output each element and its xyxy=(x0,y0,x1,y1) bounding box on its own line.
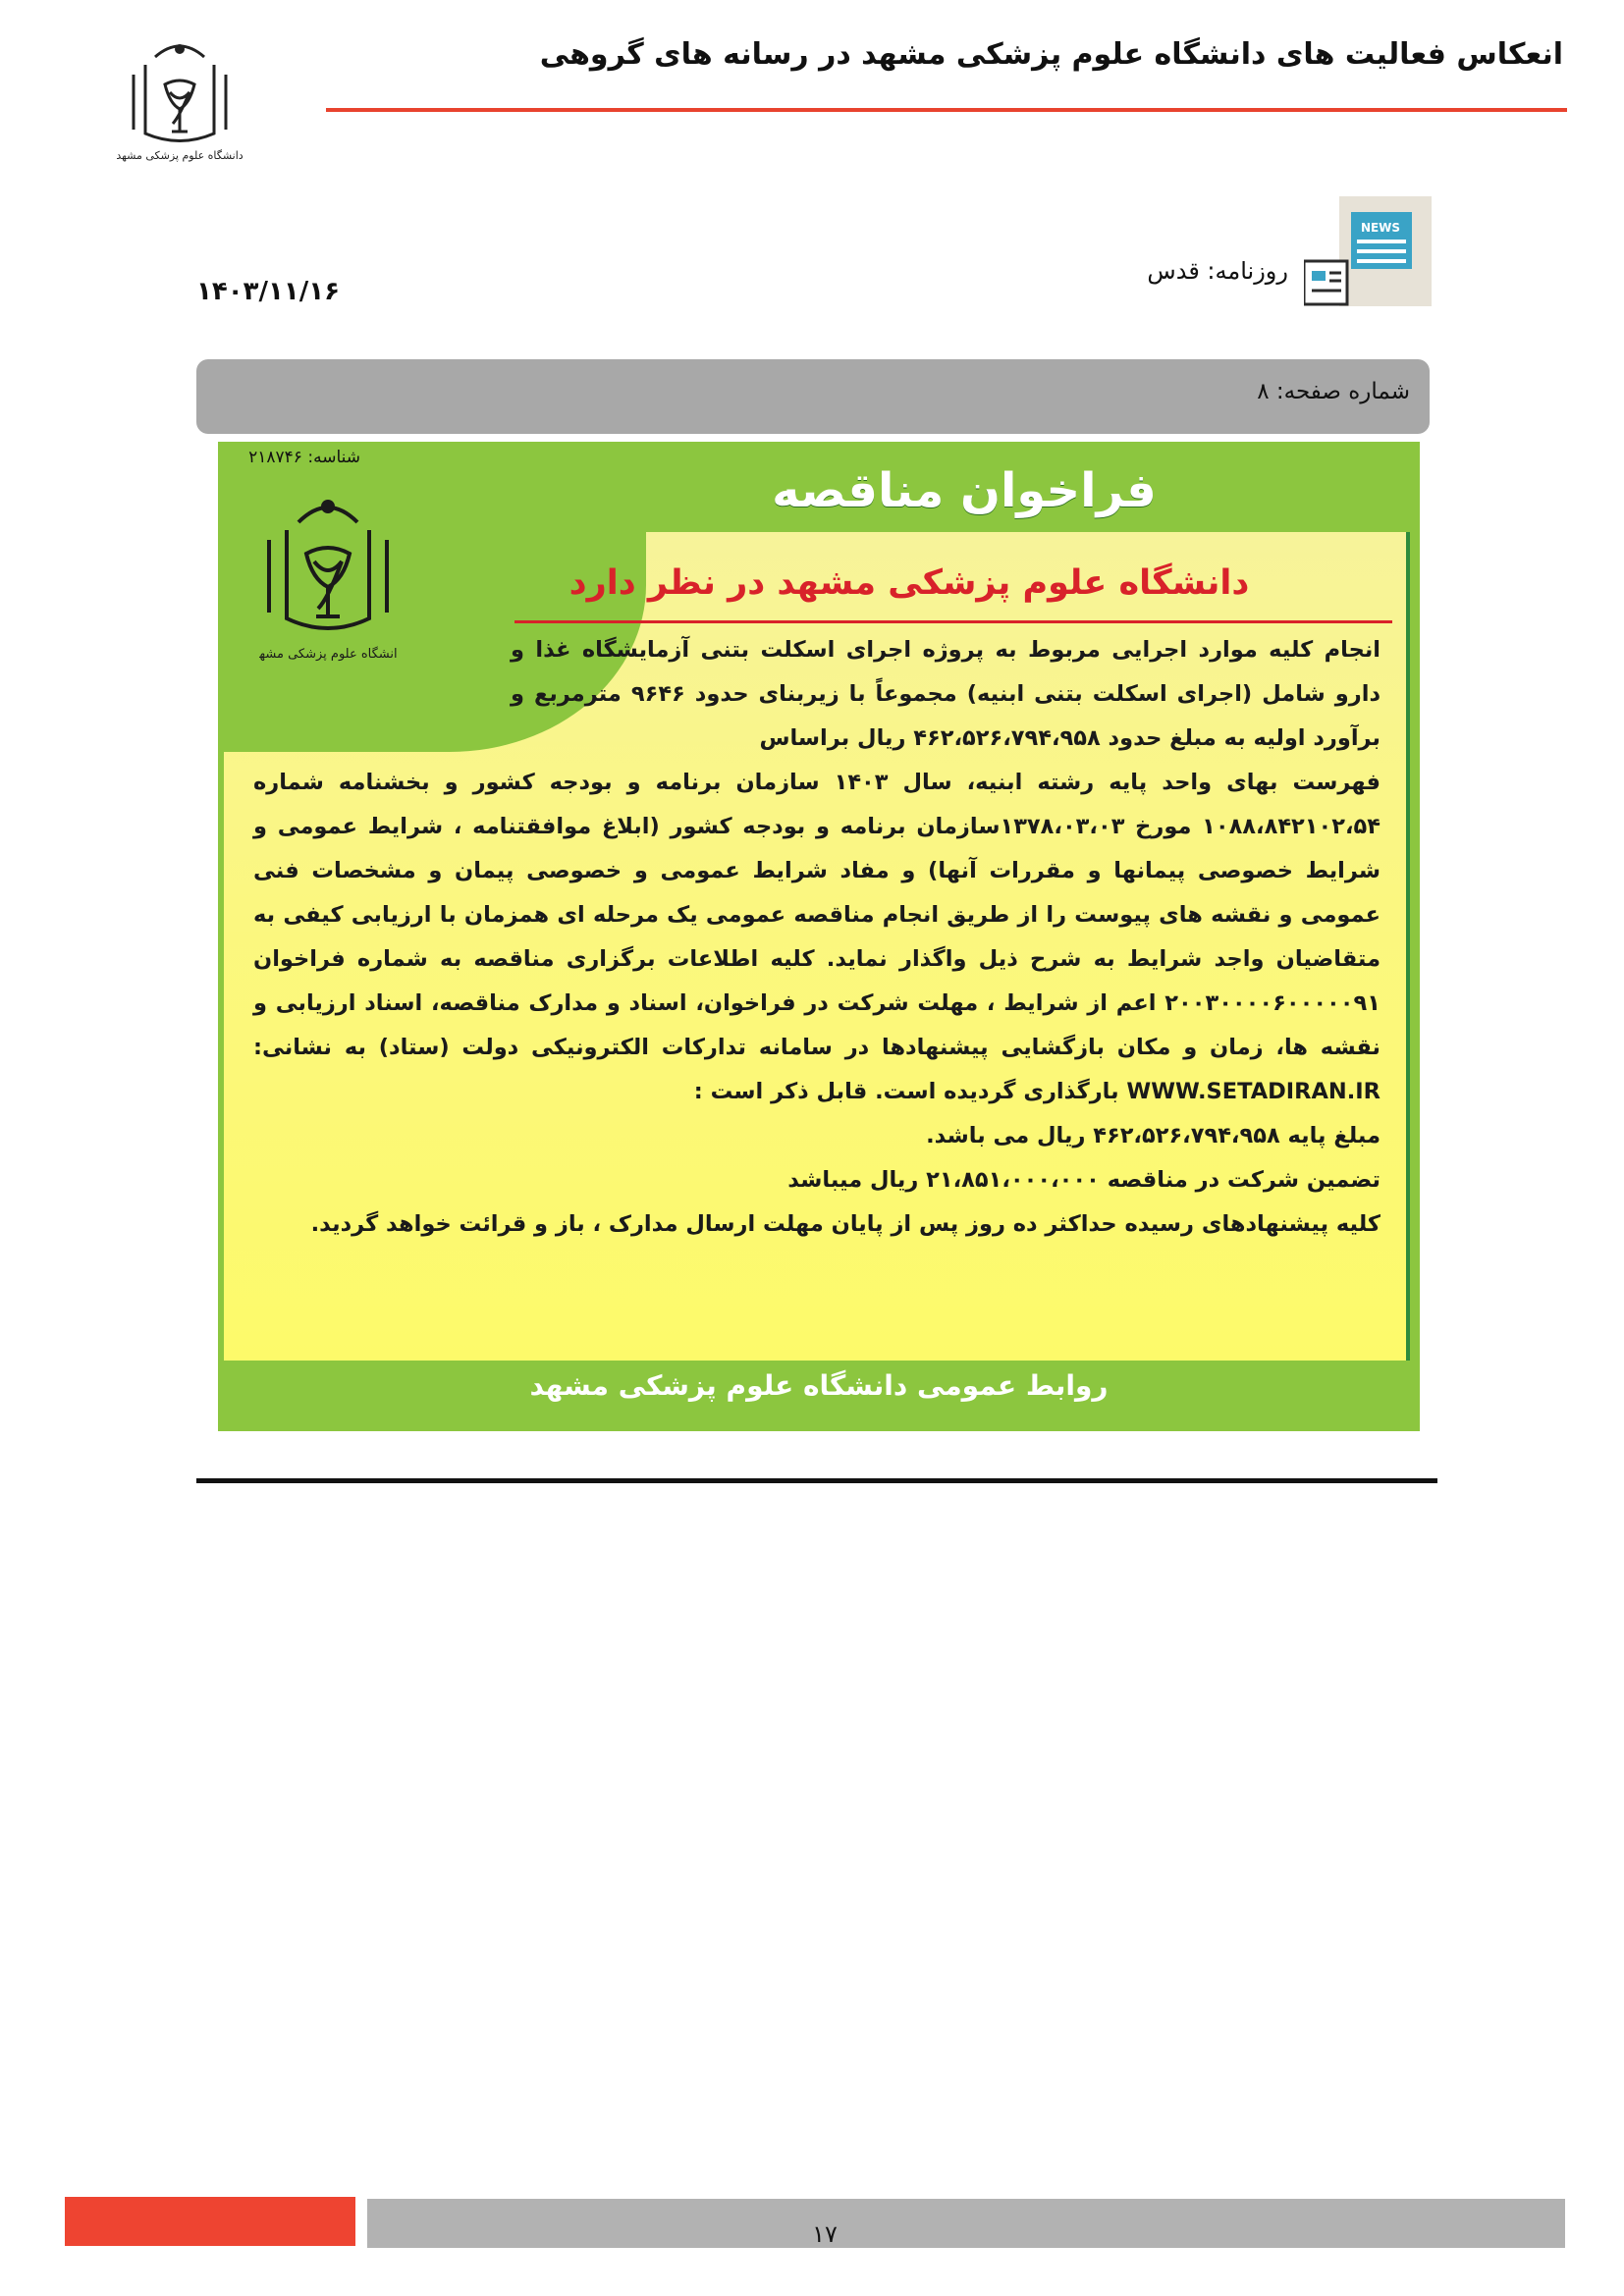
ad-title: فراخوان مناقصه xyxy=(772,463,1157,518)
footer-bar xyxy=(367,2199,1565,2248)
ad-guarantee: تضمین شرکت در مناقصه ۲۱،۸۵۱،۰۰۰،۰۰۰ ریال میباشد xyxy=(787,1167,1380,1193)
header-divider xyxy=(326,108,1567,112)
tender-advertisement xyxy=(218,442,1420,1431)
page-number-bar xyxy=(196,359,1430,434)
ad-subtitle: دانشگاه علوم پزشکی مشهد در نظر دارد xyxy=(568,563,1250,603)
ad-body-main xyxy=(253,761,1380,1202)
university-emblem-icon xyxy=(259,481,397,667)
content-bottom-divider xyxy=(196,1478,1437,1483)
page-number-label: شماره صفحه: ۸ xyxy=(1257,379,1410,404)
publication-date: ۱۴۰۳/۱۱/۱۶ xyxy=(196,277,340,306)
ad-notice: کلیه پیشنهادهای رسیده حداکثر ده روز پس از پایان مهلت ارسال مدارک ، باز و قرائت خواهد گردید. xyxy=(310,1211,1380,1237)
footer-page-number: ۱۷ xyxy=(812,2220,838,2248)
ad-base-amount: مبلغ پایه ۴۶۲،۵۲۶،۷۹۴،۹۵۸ ریال می باشد. xyxy=(926,1123,1380,1148)
ad-id: شناسه: ۲۱۸۷۴۶ xyxy=(248,448,360,467)
newspaper-icon xyxy=(1304,196,1432,306)
ad-body-text: فهرست بهای واحد پایه رشته ابنیه، سال ۱۴۰۳ سازمان برنامه و بودجه کشور و بخشنامه شماره ۱۰۸۸،۸۴۲۱۰۲،۵۴ مورخ ۱۳۷۸،۰۳،۰۳سازمان برنامه و بودجه کشور (ابلاغ موافقتنامه ، شرایط عمومی و شرایط خصوصی پیمانها و مقررات آنها) و مفاد شرایط عمومی و خصوصی پیمان و مشخصات فنی عمومی و نقشه های پیوست را از طریق انجام مناقصه عمومی یک مرحله ای همزمان با ارزیابی کیفی به متقاضیان واجد شرایط به شرح ذیل واگذار نماید. کلیه اطلاعات برگزاری مناقصه به شماره فراخوان ۲۰۰۳۰۰۰۰۶۰۰۰۰۰۹۱ اعم از شرایط ، مهلت شرکت در فراخوان، اسناد و مدارک مناقصه، اسناد ارزیابی و نقشه ها، زمان و مکان بازگشایی پیشنهادها در سامانه تدارکات الکترونیکی دولت (ستاد) به نشانی: WWW.SETADIRAN.IR بارگذاری گردیده است. قابل ذکر است : xyxy=(253,770,1380,1104)
page-title: انعکاس فعالیت های دانشگاه علوم پزشکی مشهد در رسانه های گروهی xyxy=(539,37,1563,72)
ad-subtitle-underline xyxy=(514,620,1392,623)
university-logo-text: دانشگاه علوم پزشکی مشهد xyxy=(116,149,244,162)
newspaper-name: روزنامه: قدس xyxy=(1147,257,1288,285)
footer-accent-bar xyxy=(65,2197,355,2246)
ad-logo-text: دانشگاه علوم پزشکی مشهد xyxy=(259,647,397,662)
ad-body-intro: انجام کلیه موارد اجرایی مربوط به پروژه اجرای اسکلت بتنی آزمایشگاه غذا و دارو شامل (اجرای اسکلت بتنی ابنیه) مجموعاً با زیربنای حدود ۹۶۴۶ مترمربع و برآورد اولیه به مبلغ حدود ۴۶۲،۵۲۶،۷۹۴،۹۵۸ ریال براساس xyxy=(511,637,1381,751)
ad-footer: روابط عمومی دانشگاه علوم پزشکی مشهد xyxy=(529,1369,1109,1402)
news-icon-label: NEWS xyxy=(1360,221,1401,235)
university-logo-icon xyxy=(116,35,244,163)
